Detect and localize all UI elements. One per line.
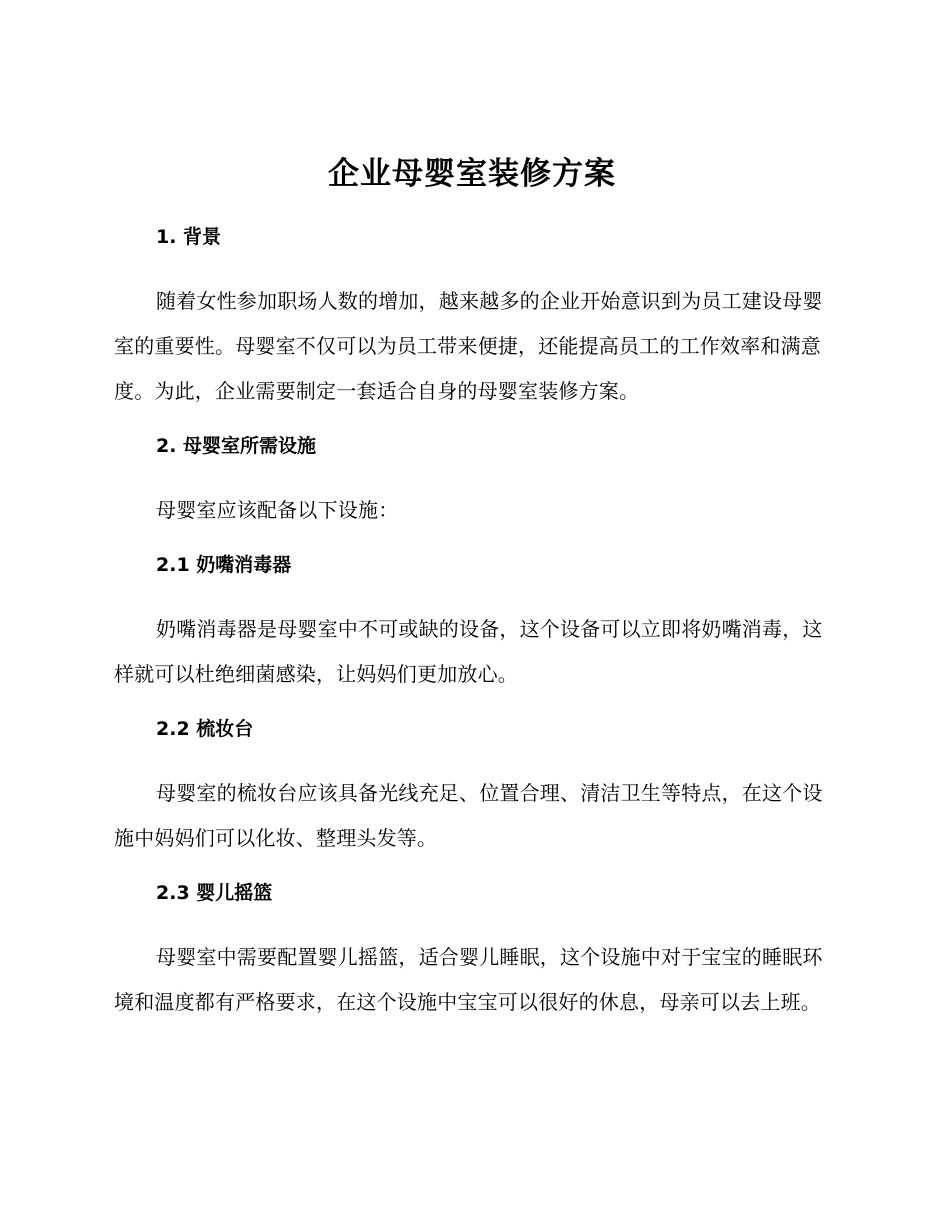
section-heading-facilities: 2. 母婴室所需设施 (156, 435, 317, 457)
section-heading-background: 1. 背景 (156, 226, 222, 248)
section-heading-sterilizer: 2.1 奶嘴消毒器 (156, 554, 292, 576)
document-body (114, 148, 830, 1025)
section-paragraph-cradle: 母婴室中需要配置婴儿摇篮，适合婴儿睡眠，这个设施中对于宝宝的睡眠环境和温度都有严格要求，在这个设施中宝宝可以很好的休息，母亲可以去上班。 (114, 945, 823, 1014)
section-paragraph-dresser: 母婴室的梳妆台应该具备光线充足、位置合理、清洁卫生等特点，在这个设施中妈妈们可以化妆、整理头发等。 (114, 781, 823, 850)
document-title: 企业母婴室装修方案 (328, 156, 616, 192)
section-paragraph-facilities: 母婴室应该配备以下设施： (156, 498, 399, 522)
section-heading-cradle: 2.3 婴儿摇篮 (156, 882, 273, 904)
section-paragraph-background: 随着女性参加职场人数的增加，越来越多的企业开始意识到为员工建设母婴室的重要性。母婴室不仅可以为员工带来便捷，还能提高员工的工作效率和满意度。为此，企业需要制定一套适合自身的母婴室装修方案。 (114, 289, 823, 403)
section-paragraph-sterilizer: 奶嘴消毒器是母婴室中不可或缺的设备，这个设备可以立即将奶嘴消毒，这样就可以杜绝细菌感染，让妈妈们更加放心。 (114, 617, 823, 686)
section-heading-dresser: 2.2 梳妆台 (156, 718, 254, 740)
